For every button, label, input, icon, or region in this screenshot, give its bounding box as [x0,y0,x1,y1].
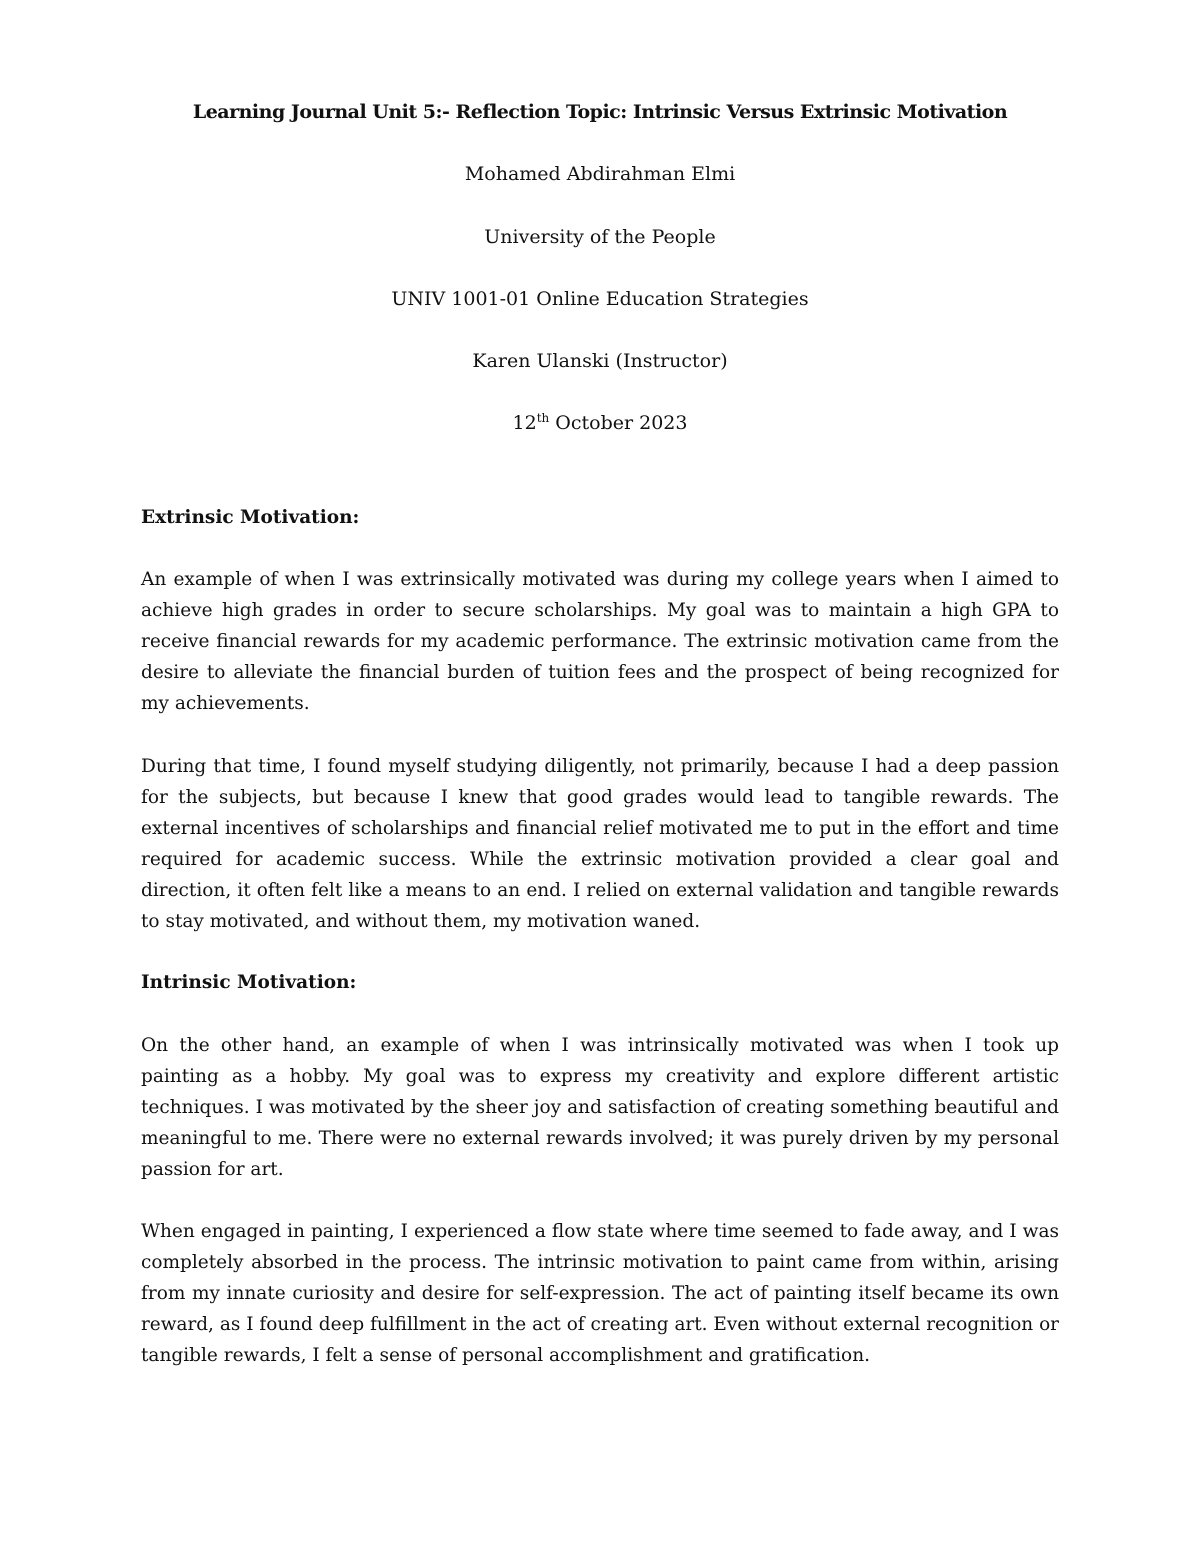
paragraph-line: passion for art. [141,1159,284,1180]
document-title: Learning Journal Unit 5:- Reflection Topic: Intrinsic Versus Extrinsic Motivation [192,101,1008,123]
intrinsic-paragraph-1 [141,1030,1059,1185]
paragraph-line: direction, it often felt like a means to an end. I relied on external validation and tangible rewards [141,880,1059,901]
author-name: Mohamed Abdirahman Elmi [464,163,736,185]
intrinsic-heading: Intrinsic Motivation: [141,972,357,993]
paragraph-line: external incentives of scholarships and financial relief motivated me to put in the effort and time [141,818,1059,839]
paragraph-line: for the subjects, but because I knew that good grades would lead to tangible rewards. The [141,787,1059,808]
date-day: 12 [512,412,537,434]
instructor-name: Karen Ulanski (Instructor) [472,350,728,372]
paragraph-line: to stay motivated, and without them, my motivation waned. [141,911,701,932]
date-rest: October 2023 [549,412,688,434]
paragraph-line: meaningful to me. There were no external rewards involved; it was purely driven by my personal [141,1128,1059,1149]
paragraph-line: An example of when I was extrinsically motivated was during my college years when I aimed to [141,569,1059,590]
paragraph-line: techniques. I was motivated by the sheer joy and satisfaction of creating something beautiful and [141,1097,1059,1118]
paragraph-line: tangible rewards, I felt a sense of personal accomplishment and gratification. [141,1345,870,1366]
intrinsic-paragraph-2 [141,1216,1059,1371]
paragraph-line: completely absorbed in the process. The intrinsic motivation to paint came from within, arising [141,1252,1059,1273]
paragraph-line: When engaged in painting, I experienced a flow state where time seemed to fade away, and I was [141,1221,1059,1242]
paragraph-line: required for academic success. While the extrinsic motivation provided a clear goal and [141,849,1059,870]
document-date [141,410,1059,436]
paragraph-line: desire to alleviate the financial burden of tuition fees and the prospect of being recognized for [141,662,1059,683]
date-suffix: th [536,411,550,425]
paragraph-line: During that time, I found myself studying diligently, not primarily, because I had a deep passion [141,756,1059,777]
institution-name: University of the People [484,226,716,248]
extrinsic-heading: Extrinsic Motivation: [141,507,360,528]
course-name: UNIV 1001-01 Online Education Strategies [391,288,809,310]
paragraph-line: painting as a hobby. My goal was to express my creativity and explore different artistic [141,1066,1059,1087]
paragraph-line: achieve high grades in order to secure scholarships. My goal was to maintain a high GPA to [141,600,1059,621]
paragraph-line: On the other hand, an example of when I was intrinsically motivated was when I took up [141,1035,1059,1056]
extrinsic-paragraph-1 [141,564,1059,719]
paragraph-line: receive financial rewards for my academic performance. The extrinsic motivation came from the [141,631,1059,652]
paragraph-line: my achievements. [141,693,310,714]
extrinsic-paragraph-2 [141,751,1059,937]
paragraph-line: reward, as I found deep fulfillment in the act of creating art. Even without external recognition or [141,1314,1059,1335]
paragraph-line: from my innate curiosity and desire for self-expression. The act of painting itself became its own [141,1283,1059,1304]
